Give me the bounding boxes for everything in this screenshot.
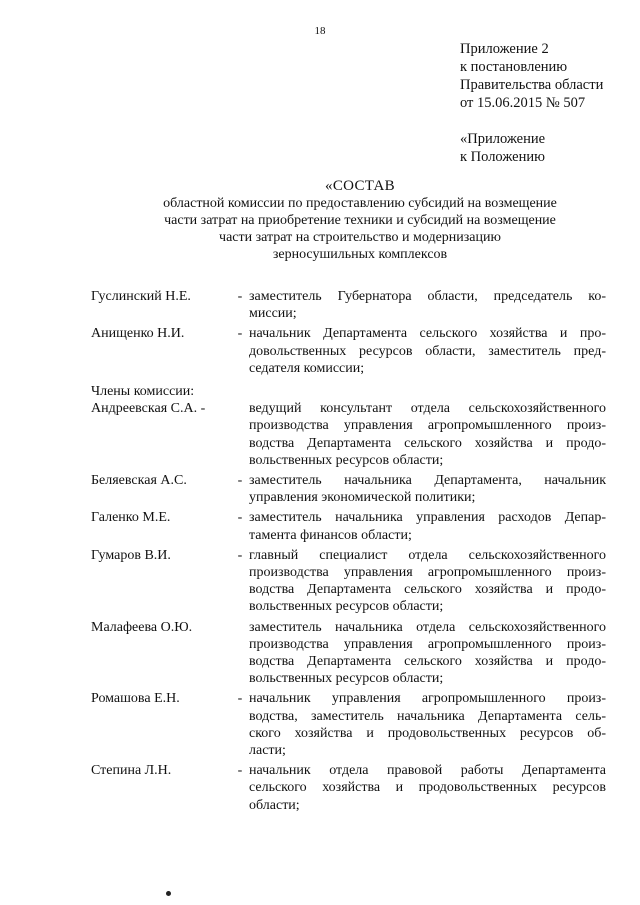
members-section-label: Члены комиссии: [91,384,195,400]
member-name: Беляевская А.С. [91,473,187,489]
member-position [249,690,606,759]
position-line: вольственных ресурсов области; [249,671,444,687]
position-line: начальник отдела правовой работы Департамента [249,763,606,779]
position-line: вольственных ресурсов области; [249,599,444,615]
member-row [91,690,606,759]
member-dash: - [237,289,243,304]
position-line: производства управления агропромышленного произ- [249,636,606,652]
member-name: Андреевская С.А. - [91,401,206,417]
position-line: заместитель начальника Департамента, начальник [249,473,606,489]
commission-members [91,288,606,814]
position-line: ского хозяйства и продовольственных ресурсов об- [249,725,606,741]
member-row [91,325,606,377]
member-dash: - [237,763,243,779]
member-name: Степина Л.Н. [91,763,172,779]
member-name: Анищенко Н.И. [91,326,185,342]
position-line: области; [249,797,300,813]
member-name: Малафеева О.Ю. [91,619,193,635]
member-position [249,762,606,814]
position-line: водства Департамента сельского хозяйства и продо- [249,654,606,670]
position-line: сельского хозяйства и продовольственных ресурсов [249,780,606,796]
position-line: начальник Департамента сельского хозяйства и про- [249,326,606,342]
document-title [100,177,620,263]
position-line: начальник управления агропромышленного произ- [249,691,606,707]
member-position [249,288,606,322]
title-line: областной комиссии по предоставлению субсидий на возмещение [163,196,557,211]
member-position [249,400,606,469]
member-dash: - [237,547,243,563]
position-line: миссии; [249,306,297,322]
position-line: водства Департамента сельского хозяйства и продо- [249,582,606,598]
member-position [249,619,606,688]
position-line: управления экономической политики; [249,490,476,506]
member-position [249,509,606,543]
member-name: Ромашова Е.Н. [91,691,180,707]
appendix-line: Правительства области [460,77,604,93]
member-position [249,547,606,616]
position-line: заместитель начальника управления расходов Депар- [249,510,606,526]
member-row [91,400,606,469]
member-row [91,288,606,322]
position-line: довольственных ресурсов области, заместитель пред- [249,343,606,359]
position-line: заместитель Губернатора области, председатель ко- [249,289,606,304]
title-line: зерносушильных комплексов [272,247,448,262]
member-row [91,472,606,506]
position-line: заместитель начальника отдела сельскохозяйственного [249,619,606,635]
appendix-line: от 15.06.2015 № 507 [460,95,586,111]
member-name: Галенко М.Е. [91,510,171,526]
member-dash: - [237,510,243,526]
member-row [91,547,606,616]
appendix-sub-line: «Приложение [460,131,546,147]
appendix-line: Приложение 2 [460,41,549,57]
appendix-sub-line: к Положению [460,149,545,165]
position-line: водства Департамента сельского хозяйства и продо- [249,435,606,451]
member-dash: - [237,691,243,707]
member-position [249,472,606,506]
member-position [249,325,606,377]
position-line: производства управления агропромышленного произ- [249,565,606,581]
position-line: главный специалист отдела сельскохозяйственного [249,547,606,563]
position-line: вольственных ресурсов области; [249,452,444,468]
position-line: ведущий консультант отдела сельскохозяйственного [249,401,606,417]
appendix-line: к постановлению [460,59,568,75]
position-line: тамента финансов области; [249,527,412,543]
position-line: водства, заместитель начальника Департамента сель- [249,708,606,724]
appendix-gap [460,112,630,130]
member-row [91,619,606,688]
member-dash: - [237,473,243,489]
member-name: Гуслинский Н.Е. [91,289,191,304]
position-line: производства управления агропромышленного произ- [249,418,606,434]
title-line: части затрат на строительство и модернизацию [219,230,501,245]
appendix-reference [460,40,630,166]
member-row [91,509,606,543]
title-heading: «СОСТАВ [325,178,395,194]
member-dash: - [237,326,243,342]
page-number: 18 [314,25,326,37]
member-name: Гумаров В.И. [91,547,171,563]
position-line: седателя комиссии; [249,360,365,376]
member-row [91,762,606,814]
position-line: ласти; [249,743,286,759]
title-line: части затрат на приобретение техники и субсидий на возмещение [164,213,556,228]
scan-dot-mark [166,891,171,896]
